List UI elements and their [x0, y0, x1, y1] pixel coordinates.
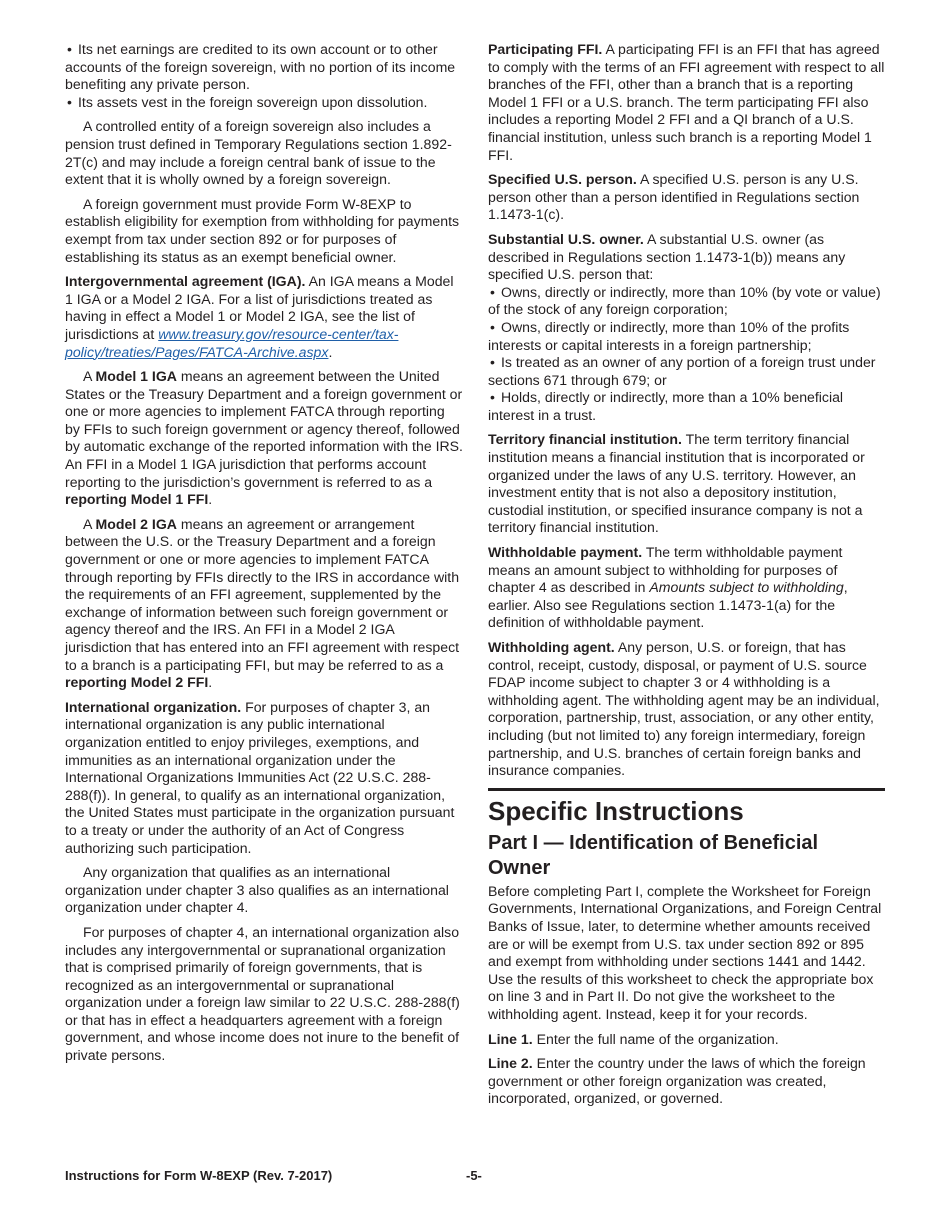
- bullet-text: Owns, directly or indirectly, more than 10% of the profits interests or capital interests in a foreign partnership;: [488, 318, 850, 353]
- footer-page-number: -5-: [466, 1168, 482, 1183]
- text: A: [83, 515, 92, 532]
- section-substantial-us-owner: [488, 231, 885, 284]
- section-line-1: [488, 1031, 885, 1049]
- punct: .: [208, 674, 213, 691]
- suo-bullet-trust-owner: [488, 354, 885, 389]
- wp-heading: Withholdable payment.: [488, 544, 643, 561]
- section-territory-fi: [488, 431, 885, 537]
- paragraph-model-2-iga: [65, 516, 463, 692]
- paragraph-io-supranational: For purposes of chapter 4, an international organization also includes any intergovernmental or supranational organization that is comprised primarily of foreign governments, that is recognized as an intergovernmental or supranational organization under a foreign law similar to 22 U.S.C. 288-288(f) or that has in effect a headquarters agreement with a foreign government, and whose income does not inure to the benefit of private persons.: [65, 923, 460, 1064]
- wa-text: Any person, U.S. or foreign, that has control, receipt, custody, disposal, or payment of U.S. source FDAP income subject to chapter 3 or 4 withholding is a withholding agent. The withholding agent may be an individual, corporation, partnership, trust, association, or any other entity, including (but not limited to) any foreign intermediary, foreign partnership, and U.S. branches of certain foreign banks and insurance companies.: [488, 639, 880, 779]
- punct: .: [208, 491, 213, 508]
- sup-text: A specified U.S. person is any U.S. person other than a person identified in Regulations section 1.1473-1(c).: [488, 171, 860, 223]
- text: means an agreement or arrangement between the U.S. or the Treasury Department and a foreign government or one or more agencies to implement FATCA through reporting by FFIs directly to the IRS in accordance with the requirements of an FFI agreement, supplemented by the exchange of information between such foreign government or agency thereof and the IRS. An FFI in a Model 2 IGA jurisdiction that has entered into an FFI agreement with respect to a branch is a participating FFI, but may be referred to as a: [65, 515, 460, 673]
- left-column: [65, 41, 463, 1072]
- io-text: For purposes of chapter 3, an international organization is any public international organization entitled to enjoy privileges, exemptions, and immunities as an international organization under the International Organizations Immunities Act (22 U.S.C. 288-288(f)). In general, to qualify as an international organization, the United States must participate in the organization pursuant to a treaty or under the authority of an Act of Congress authorizing such participation.: [65, 698, 455, 856]
- section-participating-ffi: [488, 41, 885, 164]
- line-2-heading: Line 2.: [488, 1055, 533, 1072]
- part-1-heading: Part I — Identification of Beneficial Owner: [488, 831, 819, 879]
- paragraph-part-1: Before completing Part I, complete the Worksheet for Foreign Governments, International Organizations, and Foreign Central Banks of Issue, later, to determine whether amounts received are or will be exempt from U.S. tax under section 892 or 895 and exempt from withholding under sections 1441 and 1442. Use the results of this worksheet to check the appropriate box on line 3 and in Part II. Do not give the worksheet to the withholding agent. Instead, keep it for your records.: [488, 882, 882, 1022]
- suo-heading: Substantial U.S. owner.: [488, 230, 644, 247]
- paragraph-controlled-entity: A controlled entity of a foreign sovereign also includes a pension trust defined in Temporary Regulations section 1.892-2T(c) and may include a foreign central bank of issue to the extent that it is wholly owned by a foreign sovereign.: [65, 118, 452, 188]
- suo-bullet-stock: [488, 284, 885, 319]
- wp-text-end: , earlier. Also see Regulations section 1.1473-1(a) for the definition of withholdable payment.: [488, 579, 848, 631]
- wa-heading: Withholding agent.: [488, 639, 615, 655]
- section-specified-us-person: [488, 171, 885, 224]
- line-1-text: Enter the full name of the organization.: [536, 1030, 779, 1047]
- line-1-heading: Line 1.: [488, 1030, 533, 1047]
- suo-bullet-beneficial-interest: [488, 389, 885, 424]
- sup-heading: Specified U.S. person.: [488, 171, 637, 188]
- bullet-assets-vest: [65, 94, 463, 112]
- paragraph-io-chapter-4: Any organization that qualifies as an international organization under chapter 3 also qualifies as an international organization under chapter 4.: [65, 864, 449, 916]
- fatca-archive-link[interactable]: www.treasury.gov/resource-center/tax-policy/treaties/Pages/FATCA-Archive.aspx: [65, 325, 399, 360]
- iga-heading: Intergovernmental agreement (IGA).: [65, 273, 306, 290]
- section-line-2: [488, 1055, 885, 1108]
- iga-text: An IGA means a Model 1 IGA or a Model 2 IGA. For a list of jurisdictions treated as having in effect a Model 1 or Model 2 IGA, see the list of jurisdictions at: [65, 273, 454, 342]
- section-international-organization: [65, 699, 463, 857]
- line-2-text: Enter the country under the laws of which the foreign government or other foreign organization was created, incorporated, organized, or governed.: [488, 1055, 866, 1107]
- model-2-term: Model 2 IGA: [95, 515, 177, 532]
- paragraph-foreign-government: A foreign government must provide Form W-8EXP to establish eligibility for exemption from withholding for payments exempt from tax under section 892 or for purposes of establishing its status as an exempt beneficial owner.: [65, 195, 460, 265]
- suo-text: A substantial U.S. owner (as described in Regulations section 1.1473-1(b)) means any specified U.S. person that:: [488, 230, 846, 283]
- text: means an agreement between the United States or the Treasury Department and a foreign government or one or more agencies to implement FATCA through reporting by FFIs to such foreign government or agency thereof, followed by automatic exchange of the reported information with the IRS. An FFI in a Model 1 IGA jurisdiction that performs account reporting to the jurisdiction’s government is referred to as a: [65, 368, 463, 490]
- paragraph-model-1-iga: [65, 368, 463, 509]
- amounts-subject-ref: Amounts subject to withholding: [649, 579, 844, 596]
- pffi-text: A participating FFI is an FFI that has agreed to comply with the terms of an FFI agreement with respect to all branches of the FFI, other than a branch that is a reporting Model 1 FFI or a U.S. branch. The term participating FFI also includes a reporting Model 2 FFI and a QI branch of a U.S. financial institution, unless such branch is a reporting Model 1 FFI.: [488, 41, 885, 163]
- footer-form-title: Instructions for Form W-8EXP (Rev. 7-2017): [65, 1168, 333, 1183]
- bullet-text: Its net earnings are credited to its own account or to other accounts of the foreign sovereign, with no portion of its income benefiting any private person.: [65, 41, 456, 93]
- reporting-model-2-term: reporting Model 2 FFI: [65, 674, 209, 691]
- punct: .: [328, 343, 333, 360]
- pffi-heading: Participating FFI.: [488, 41, 603, 57]
- section-withholdable-payment: [488, 544, 885, 632]
- bullet-text: Holds, directly or indirectly, more than a 10% beneficial interest in a trust.: [488, 389, 844, 423]
- tfi-heading: Territory financial institution.: [488, 431, 682, 448]
- reporting-model-1-term: reporting Model 1 FFI: [65, 491, 209, 508]
- bullet-text: Its assets vest in the foreign sovereign upon dissolution.: [78, 93, 428, 110]
- section-withholding-agent: [488, 639, 885, 780]
- section-divider: [488, 788, 885, 791]
- specific-instructions-heading: Specific Instructions: [488, 795, 744, 826]
- model-1-term: Model 1 IGA: [95, 368, 177, 385]
- wp-text: The term withholdable payment means an amount subject to withholding for purposes of chapter 4 as described in: [488, 544, 843, 596]
- io-heading: International organization.: [65, 698, 242, 715]
- suo-bullet-partnership: [488, 319, 885, 354]
- bullet-net-earnings: [65, 41, 463, 94]
- bullet-text: Is treated as an owner of any portion of a foreign trust under sections 671 through 679; or: [488, 354, 876, 388]
- section-iga: [65, 273, 463, 361]
- right-column: [488, 41, 885, 1115]
- text: A: [83, 368, 92, 385]
- bullet-text: Owns, directly or indirectly, more than 10% (by vote or value) of the stock of any foreign corporation;: [488, 283, 881, 318]
- tfi-text: The term territory financial institution means a financial institution that is incorporated or organized under the laws of any U.S. territory. However, an investment entity that is not also a depository institution, custodial institution, or specified insurance company is not a territory financial institution.: [488, 431, 865, 536]
